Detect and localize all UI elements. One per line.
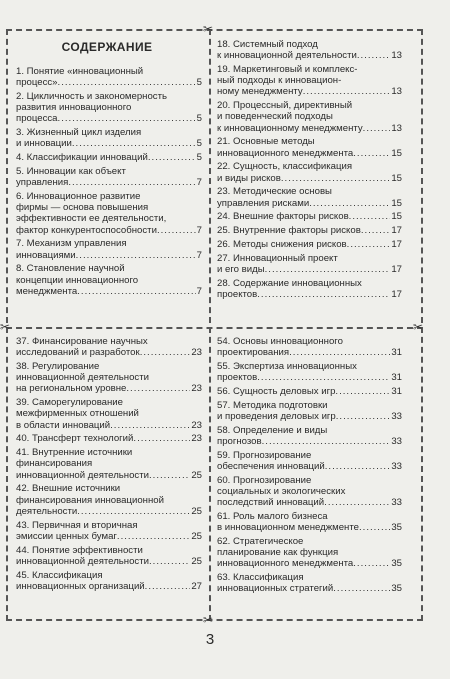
toc-entry-page: 23 <box>191 433 202 445</box>
toc-entry-page: 33 <box>391 411 402 422</box>
toc-entry-text: планирование как функция <box>217 547 339 559</box>
toc-entry-text: 57. Методика подготовки <box>217 399 328 411</box>
toc-entry-page: 15 <box>391 211 402 223</box>
toc-entry-text: на региональном уровне <box>16 383 127 395</box>
toc-entry-text: последствий инноваций <box>217 497 325 509</box>
toc-entry <box>16 238 202 260</box>
toc-entry-text: 7. Механизм управления <box>16 238 127 250</box>
leader-dots <box>359 522 390 533</box>
toc-entry-page: 15 <box>391 172 402 184</box>
toc-title: СОДЕРЖАНИЕ <box>61 40 153 54</box>
toc-entry-text: 26. Методы снижения рисков <box>217 239 347 250</box>
toc-entry-text: 56. Сущность деловых игр <box>217 386 336 397</box>
toc-entry-text: 19. Маркетинговый и комплекс- <box>217 64 358 75</box>
toc-entry-text: инновационной деятельности <box>16 555 149 567</box>
leader-dots <box>68 177 195 188</box>
leader-dots <box>289 347 390 358</box>
toc-entry-text: обеспечения инноваций <box>217 461 325 472</box>
toc-entry-text: 39. Саморегулирование <box>16 397 124 409</box>
leader-dots <box>361 225 391 236</box>
toc-entry <box>217 572 402 594</box>
toc-entry-text: 18. Системный подход <box>217 39 318 50</box>
toc-entry-text: инновационного менеджмента <box>217 147 354 159</box>
toc-entry-text: финансирования <box>16 458 93 470</box>
leader-dots <box>265 264 391 275</box>
toc-entry-page: 17 <box>391 239 402 250</box>
scissors-icon: ✂ <box>0 320 11 334</box>
toc-entry <box>16 263 202 297</box>
toc-entry <box>217 225 402 236</box>
leader-dots <box>77 506 190 517</box>
leader-dots <box>262 436 391 447</box>
toc-entry <box>217 211 402 222</box>
toc-entry-text: 6. Инновационное развитие <box>16 191 141 202</box>
scissors-icon: ✂ <box>203 613 214 627</box>
toc-entry-text: 21. Основные методы <box>217 136 315 148</box>
toc-entry-page: 31 <box>391 372 402 384</box>
toc-entry-page: 31 <box>391 386 402 397</box>
toc-entry-page: 17 <box>391 225 402 237</box>
toc-entry-text: прогнозов <box>217 436 262 447</box>
leader-dots <box>309 198 390 209</box>
leader-dots <box>126 383 190 394</box>
leader-dots <box>349 211 391 222</box>
toc-entry <box>16 166 202 188</box>
toc-entry-text: 38. Регулирование <box>16 361 100 372</box>
toc-entry-page: 31 <box>391 347 402 359</box>
toc-entry-text: 54. Основы инновационного <box>217 336 343 347</box>
leader-dots <box>58 113 196 124</box>
toc-entry-page: 13 <box>391 86 402 98</box>
toc-entry-page: 7 <box>196 177 202 189</box>
toc-entry-page: 23 <box>191 383 202 395</box>
toc-entry-text: концепции инновационного <box>16 274 139 286</box>
toc-entry-text: 60. Прогнозирование <box>217 474 312 486</box>
toc-entry-page: 5 <box>196 77 202 89</box>
toc-entry <box>16 570 202 592</box>
toc-entry-text: и виды рисков <box>217 172 281 184</box>
toc-entry-text: 20. Процессный, директивный <box>217 100 353 112</box>
leader-dots <box>357 50 390 61</box>
toc-entry <box>217 278 402 300</box>
leader-dots <box>257 372 390 383</box>
toc-entry-text: эффективности ее деятельности, <box>16 213 167 225</box>
leader-dots <box>149 556 190 567</box>
toc-entry <box>217 39 402 61</box>
toc-entry-text: 43. Первичная и вторичная <box>16 519 138 531</box>
toc-entry <box>217 425 402 447</box>
toc-entry-text: инновациями <box>16 249 76 261</box>
toc-entry-text: 8. Становление научной <box>16 263 125 275</box>
toc-entry-text: 37. Финансирование научных <box>16 336 148 347</box>
toc-entry <box>16 483 202 517</box>
toc-entry <box>217 361 402 383</box>
toc-entry-page: 5 <box>196 152 202 164</box>
toc-entry-page: 17 <box>391 264 402 275</box>
toc-entry-text: проектов <box>217 289 258 300</box>
toc-entry <box>16 447 202 481</box>
toc-entry-text: 22. Сущность, классификация <box>217 161 353 173</box>
leader-dots <box>145 581 191 592</box>
leader-dots <box>363 123 391 134</box>
leader-dots <box>281 173 390 184</box>
toc-entry-text: эмиссии ценных бумаг <box>16 530 117 542</box>
leader-dots <box>149 470 190 481</box>
toc-entry-text: 5. Инновации как объект <box>16 166 126 177</box>
toc-entry <box>217 336 402 358</box>
toc-entry-page: 25 <box>191 530 202 542</box>
toc-entry-text: проектирования <box>217 347 290 359</box>
toc-entry-text: инновационных стратегий <box>217 583 334 595</box>
toc-entry-text: инновационной деятельности <box>16 469 149 481</box>
toc-entry-text: 59. Прогнозирование <box>217 449 312 461</box>
leader-dots <box>58 77 196 88</box>
toc-entry-page: 33 <box>391 497 402 509</box>
toc-entry-page: 35 <box>391 558 402 570</box>
toc-entry-text: развития инновационного <box>16 102 132 114</box>
toc-entry <box>217 475 402 509</box>
scissors-icon: ✂ <box>413 320 424 334</box>
toc-entry-page: 5 <box>196 138 202 150</box>
vertical-cut-line <box>209 29 211 621</box>
toc-entry <box>16 127 202 149</box>
toc-entry <box>217 64 402 98</box>
toc-entry <box>16 91 202 125</box>
toc-entry <box>16 545 202 567</box>
toc-entry <box>16 397 202 431</box>
toc-entry-page: 25 <box>191 469 202 481</box>
toc-entry-page: 35 <box>391 522 402 534</box>
toc-entry-page: 15 <box>391 147 402 159</box>
toc-entry-text: и поведенческий подходы <box>217 111 333 123</box>
toc-entry-text: 42. Внешние источники <box>16 483 121 495</box>
toc-entry-page: 27 <box>191 580 202 592</box>
toc-entry <box>16 361 202 395</box>
toc-entry <box>217 253 402 275</box>
page-number: 3 <box>205 631 215 648</box>
leader-dots <box>335 386 390 397</box>
toc-entry-text: в области инноваций <box>16 419 111 431</box>
leader-dots <box>110 420 190 431</box>
toc-entry-text: и его виды <box>217 264 265 275</box>
toc-entry-page: 35 <box>391 583 402 595</box>
toc-entry-text: 61. Роль малого бизнеса <box>217 511 328 522</box>
toc-entry-text: 62. Стратегическое <box>217 536 304 547</box>
leader-dots <box>336 411 391 422</box>
horizontal-cut-line <box>6 327 423 329</box>
toc-entry-text: 3. Жизненный цикл изделия <box>16 127 142 139</box>
leader-dots <box>148 152 196 163</box>
leader-dots <box>353 148 390 159</box>
toc-entry-text: 25. Внутренние факторы рисков <box>217 225 361 237</box>
toc-entry-page: 23 <box>191 347 202 359</box>
toc-entry-text: 40. Трансферт технологий <box>16 433 134 445</box>
toc-entry-text: 2. Цикличность и закономерность <box>16 91 167 102</box>
toc-entry <box>217 161 402 183</box>
leader-dots <box>333 583 390 594</box>
toc-entry-text: 44. Понятие эффективности <box>16 544 143 556</box>
toc-entry-text: 58. Определение и виды <box>217 424 328 436</box>
toc-entry-text: финансирования инновационной <box>16 494 164 506</box>
toc-entry-text: в инновационном менеджменте <box>217 522 359 534</box>
toc-entry-text: проектов <box>217 372 258 384</box>
toc-entry-page: 7 <box>196 285 202 297</box>
toc-entry-text: ному менеджменту <box>217 86 303 98</box>
leader-dots <box>347 239 391 250</box>
toc-entry-text: инновационных организаций <box>16 580 145 592</box>
leader-dots <box>325 461 391 472</box>
toc-column-top-left <box>16 66 202 300</box>
leader-dots <box>133 433 190 444</box>
toc-entry-page: 33 <box>391 436 402 447</box>
toc-entry-text: и проведения деловых игр <box>217 411 336 422</box>
leader-dots <box>257 289 390 300</box>
toc-entry-page: 23 <box>191 419 202 431</box>
toc-entry-text: к инновационной деятельности <box>217 50 357 62</box>
toc-entry-text: управления <box>16 177 69 189</box>
toc-entry-text: ный подходы к инновацион- <box>217 75 342 87</box>
toc-column-bottom-right <box>217 336 402 597</box>
toc-entry <box>217 536 402 570</box>
toc-entry-text: межфирменных отношений <box>16 408 139 420</box>
toc-entry-text: деятельности <box>16 505 78 517</box>
toc-entry-text: процесс» <box>16 77 58 89</box>
leader-dots <box>303 86 391 97</box>
toc-entry <box>16 191 202 236</box>
toc-entry-page: 25 <box>191 555 202 567</box>
toc-entry <box>217 400 402 422</box>
toc-entry <box>16 336 202 358</box>
toc-entry-text: к инновационному менеджменту <box>217 122 363 134</box>
toc-entry <box>217 450 402 472</box>
toc-entry <box>217 100 402 134</box>
toc-entry <box>16 433 202 444</box>
toc-entry-text: 23. Методические основы <box>217 186 332 198</box>
toc-entry-text: 28. Содержание инновационных <box>217 277 362 289</box>
toc-entry-text: 45. Классификация <box>16 569 103 581</box>
toc-entry-page: 17 <box>391 289 402 300</box>
toc-entry-text: 55. Экспертиза инновационных <box>217 361 357 372</box>
toc-entry-text: фирмы — основа повышения <box>16 202 149 214</box>
toc-entry <box>16 520 202 542</box>
leader-dots <box>72 138 196 149</box>
leader-dots <box>140 347 191 358</box>
toc-entry-text: инновационной деятельности <box>16 372 149 384</box>
toc-entry <box>16 66 202 88</box>
toc-entry-text: фактор конкурентоспособности <box>16 224 157 236</box>
toc-entry-text: и инновации <box>16 138 72 150</box>
leader-dots <box>77 286 195 297</box>
toc-entry <box>217 239 402 250</box>
toc-entry <box>16 152 202 163</box>
toc-entry-text: управления рисками <box>217 197 310 209</box>
leader-dots <box>76 250 196 261</box>
toc-entry-text: 41. Внутренние источники <box>16 447 133 459</box>
toc-entry <box>217 186 402 208</box>
toc-column-top-right <box>217 39 402 303</box>
toc-entry-page: 15 <box>391 197 402 209</box>
toc-column-bottom-left <box>16 336 202 595</box>
toc-entry-text: 4. Классификации инноваций <box>16 152 148 164</box>
leader-dots <box>117 531 190 542</box>
toc-entry-text: менеджмента <box>16 285 78 297</box>
toc-entry-page: 7 <box>196 249 202 261</box>
toc-entry-page: 25 <box>191 505 202 517</box>
toc-entry-page: 13 <box>391 122 402 134</box>
toc-entry-text: 63. Классификация <box>217 572 304 584</box>
toc-entry <box>217 511 402 533</box>
toc-entry-text: социальных и экологических <box>217 486 346 497</box>
toc-entry-text: процесса <box>16 113 58 125</box>
toc-entry-text: исследований и разработок <box>16 347 140 359</box>
scissors-icon: ✂ <box>203 22 214 36</box>
toc-entry-text: 24. Внешние факторы рисков <box>217 211 349 223</box>
toc-entry-page: 13 <box>391 50 402 62</box>
leader-dots <box>157 225 196 236</box>
leader-dots <box>324 497 390 508</box>
toc-entry <box>217 386 402 397</box>
toc-entry <box>217 136 402 158</box>
toc-entry-text: 27. Инновационный проект <box>217 252 338 264</box>
toc-entry-page: 7 <box>196 224 202 236</box>
toc-entry-page: 33 <box>391 461 402 472</box>
toc-entry-page: 5 <box>196 113 202 125</box>
toc-entry-text: инновационного менеджмента <box>217 558 354 570</box>
toc-entry-text: 1. Понятие «инновационный <box>16 66 144 77</box>
leader-dots <box>353 558 390 569</box>
